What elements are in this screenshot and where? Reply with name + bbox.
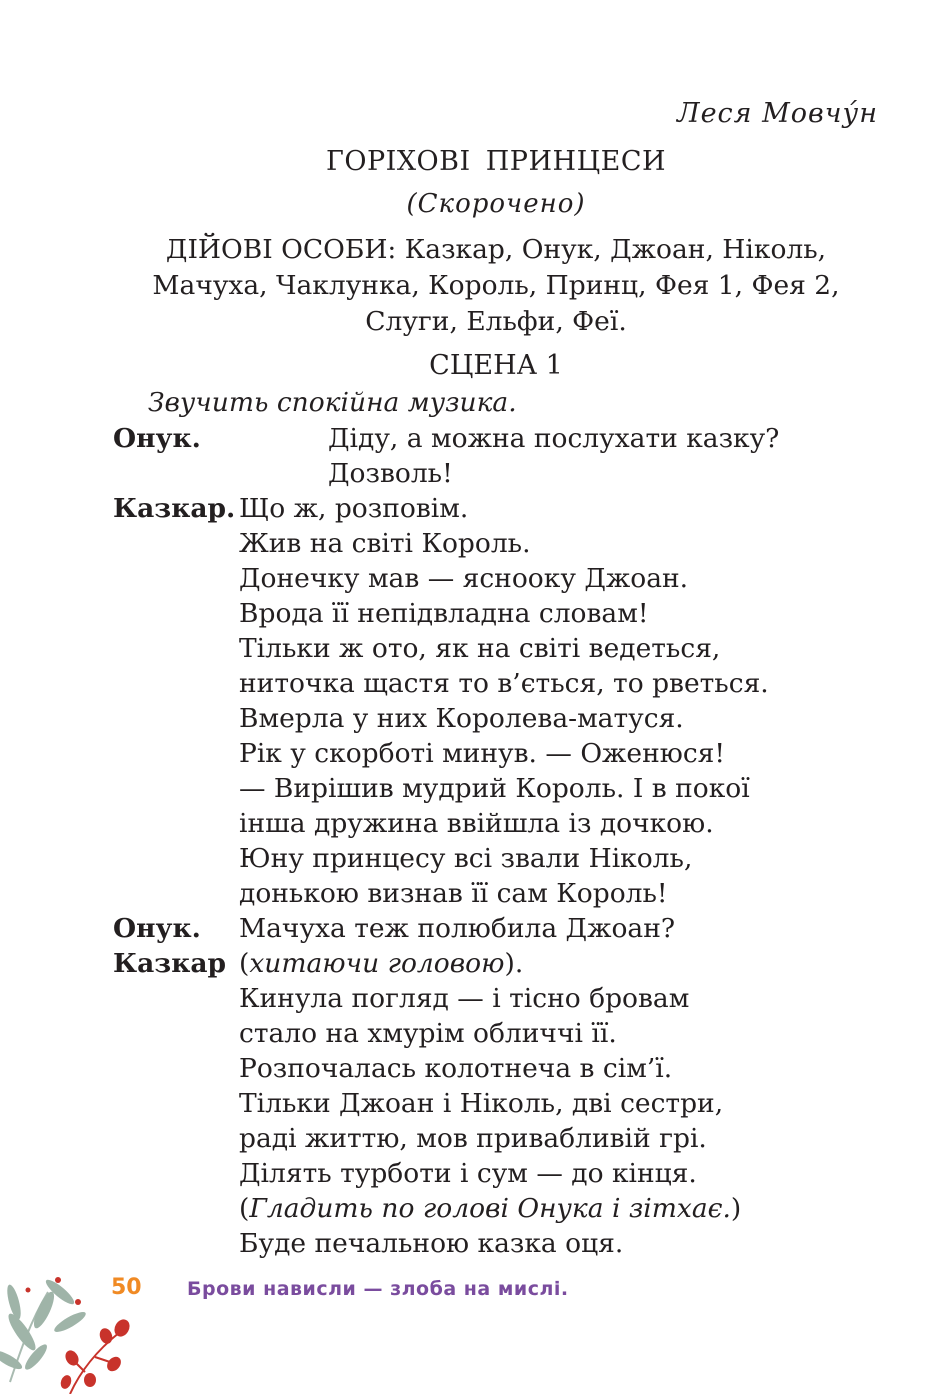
- cast-line: ДІЙОВІ ОСОБИ: Казкар, Онук, Джоан, Ніколь,: [165, 234, 827, 265]
- dialogue-line: Кинула погляд — і тісно бровам: [239, 983, 690, 1014]
- stage-remark: хитаючи головою: [249, 948, 505, 979]
- dialogue-line: Дозволь!: [328, 458, 453, 489]
- dialogue-line: Тільки Джоан і Ніколь, дві сестри,: [239, 1088, 724, 1119]
- speaker-label: Казкар.: [113, 493, 236, 524]
- dialogue-line: [239, 1191, 741, 1226]
- speaker-label: Онук.: [113, 423, 201, 454]
- paren: (: [239, 1193, 250, 1224]
- dialogue-line: Юну принцесу всі звали Ніколь,: [239, 843, 693, 874]
- page-number: 50: [111, 1275, 142, 1300]
- cast-line: Слуги, Ельфи, Феї.: [365, 306, 627, 337]
- dialogue-line: Рік у скорботі минув. — Оженюся!: [239, 738, 726, 769]
- dialogue-line: стало на хмурім обличчі її.: [239, 1018, 617, 1049]
- dialogue-line: Діду, а можна послухати казку?: [328, 423, 780, 454]
- speaker-label: Онук.: [113, 913, 201, 944]
- dialogue-line: Донечку мав — яснооку Джоан.: [239, 563, 689, 594]
- berry-branch-icon: [0, 1262, 170, 1394]
- paren: ): [730, 1193, 742, 1224]
- play-subtitle: (Скорочено): [406, 189, 586, 219]
- stage-direction: Звучить спокійна музика.: [148, 387, 517, 418]
- cast-line: Мачуха, Чаклунка, Король, Принц, Фея 1, Фея 2,: [152, 270, 840, 301]
- scene-heading: СЦЕНА 1: [429, 350, 563, 381]
- speaker-label: Казкар: [113, 948, 227, 979]
- paren: (: [239, 948, 250, 979]
- dialogue-line: [239, 946, 523, 981]
- dialogue-line: Врода її непідвладна словам!: [239, 598, 649, 629]
- footer-proverb: Брови нависли — злоба на мислі.: [187, 1278, 569, 1300]
- dialogue-line: ниточка щастя то в’ється, то рветься.: [239, 668, 769, 699]
- paren: ).: [504, 948, 524, 979]
- dialogue-line: інша дружина ввійшла із дочкою.: [239, 808, 714, 839]
- play-title: ГОРІХОВІ ПРИНЦЕСИ: [325, 146, 667, 177]
- dialogue-line: Тільки ж ото, як на світі ведеться,: [239, 633, 721, 664]
- dialogue-line: Розпочалась колотнеча в сім’ї.: [239, 1053, 673, 1084]
- dialogue-line: Буде печальною казка оця.: [239, 1228, 624, 1259]
- dialogue-line: донькою визнав її сам Король!: [239, 878, 668, 909]
- dialogue-line: Мачуха теж полюбила Джоан?: [239, 913, 676, 944]
- dialogue-line: Ділять турботи і сум — до кінця.: [239, 1158, 697, 1189]
- dialogue-line: раді життю, мов привабливій грі.: [239, 1123, 707, 1154]
- stage-remark: Гладить по голові Онука і зітхає.: [249, 1193, 731, 1224]
- dialogue-line: Вмерла у них Королева-матуся.: [239, 703, 684, 734]
- dialogue-line: Що ж, розповім.: [239, 493, 469, 524]
- dialogue-line: Жив на світі Король.: [239, 528, 531, 559]
- dialogue-line: — Вирішив мудрий Король. І в покої: [239, 773, 750, 804]
- cast-list: [112, 232, 880, 340]
- author-name: Леся Мовчу́н: [677, 98, 878, 129]
